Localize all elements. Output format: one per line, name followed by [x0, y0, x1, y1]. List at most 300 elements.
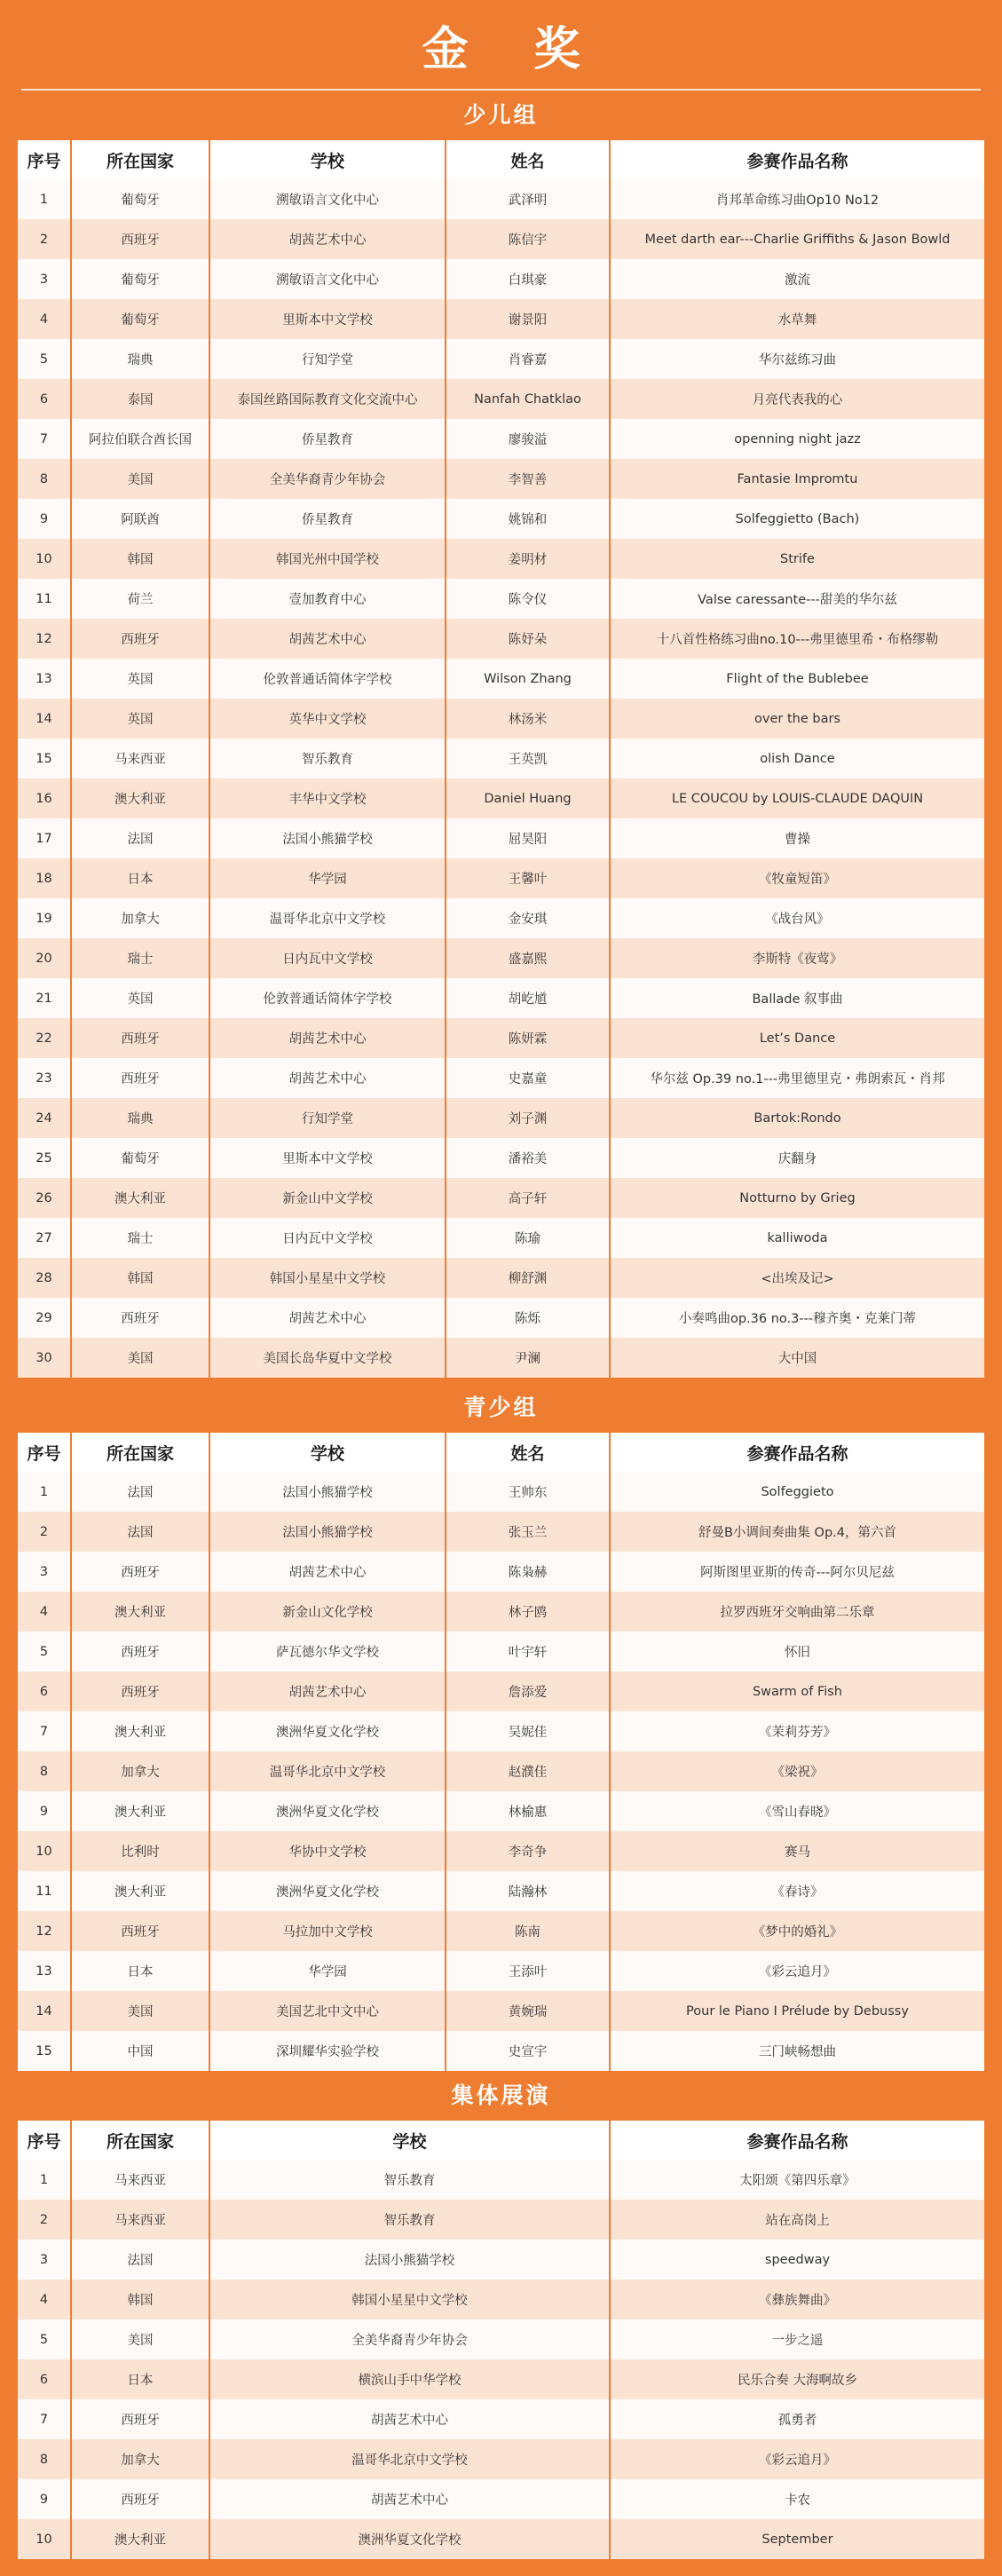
cell-country: 西班牙: [71, 619, 209, 659]
cell-school: 胡茜艺术中心: [209, 619, 446, 659]
table-row: [18, 1911, 984, 1951]
cell-name: 刘子渊: [446, 1098, 610, 1138]
cell-no: 11: [18, 579, 71, 619]
table-row: [18, 1871, 984, 1911]
cell-country: 法国: [71, 2240, 209, 2280]
cell-name: 王帅东: [446, 1472, 610, 1512]
cell-country: 加拿大: [71, 1751, 209, 1791]
table-row: [18, 299, 984, 339]
cell-school: 胡茜艺术中心: [209, 2479, 610, 2519]
table-row: [18, 1791, 984, 1831]
cell-school: 华协中文学校: [209, 1831, 446, 1871]
cell-work: Flight of the Bublebee: [610, 659, 984, 699]
cell-name: 王馨叶: [446, 858, 610, 898]
cell-country: 荷兰: [71, 579, 209, 619]
cell-name: 陆瀚林: [446, 1871, 610, 1911]
cell-no: 5: [18, 2319, 71, 2359]
cell-work: 激流: [610, 259, 984, 299]
cell-no: 22: [18, 1018, 71, 1058]
cell-work: Pour le Piano I Prélude by Debussy: [610, 1991, 984, 2031]
cell-school: 里斯本中文学校: [209, 299, 446, 339]
cell-school: 澳洲华夏文化学校: [209, 1871, 446, 1911]
cell-no: 8: [18, 2439, 71, 2479]
cell-school: 日内瓦中文学校: [209, 938, 446, 978]
cell-school: 日内瓦中文学校: [209, 1218, 446, 1258]
cell-country: 西班牙: [71, 219, 209, 259]
cell-name: 武泽明: [446, 179, 610, 219]
cell-country: 英国: [71, 978, 209, 1018]
cell-school: 胡茜艺术中心: [209, 1671, 446, 1711]
table-row: [18, 1951, 984, 1991]
cell-work: 肖邦革命练习曲Op10 No12: [610, 179, 984, 219]
cell-school: 澳洲华夏文化学校: [209, 1791, 446, 1831]
cell-country: 西班牙: [71, 1552, 209, 1592]
cell-school: 法国小熊猫学校: [209, 1472, 446, 1512]
table-row: [18, 1592, 984, 1632]
table-row: [18, 459, 984, 499]
cell-name: 赵濮佳: [446, 1751, 610, 1791]
header-country: 所在国家: [71, 1433, 209, 1472]
section-title-children: 少儿组: [463, 102, 539, 128]
cell-work: 《牧童短笛》: [610, 858, 984, 898]
cell-name: 李奇争: [446, 1831, 610, 1871]
cell-no: 7: [18, 2399, 71, 2439]
table-row: [18, 699, 984, 739]
cell-name: 史宣宇: [446, 2031, 610, 2071]
cell-work: Bartok:Rondo: [610, 1098, 984, 1138]
cell-school: 韩国光州中国学校: [209, 539, 446, 579]
section-title-group: 集体展演: [451, 2082, 551, 2108]
cell-school: 里斯本中文学校: [209, 1138, 446, 1178]
cell-name: 王添叶: [446, 1951, 610, 1991]
cell-name: Wilson Zhang: [446, 659, 610, 699]
table-row: [18, 938, 984, 978]
cell-work: olish Dance: [610, 739, 984, 778]
cell-work: 月亮代表我的心: [610, 379, 984, 419]
table-row: [18, 739, 984, 778]
cell-country: 英国: [71, 659, 209, 699]
cell-work: 拉罗西班牙交响曲第二乐章: [610, 1592, 984, 1632]
table-row: [18, 1632, 984, 1671]
table-row: [18, 1178, 984, 1218]
cell-no: 7: [18, 419, 71, 459]
table-row: [18, 579, 984, 619]
table-row: [18, 1751, 984, 1791]
cell-no: 10: [18, 539, 71, 579]
header-school: 学校: [209, 140, 446, 179]
cell-name: 陈烁: [446, 1298, 610, 1338]
cell-no: 26: [18, 1178, 71, 1218]
cell-work: 一步之遥: [610, 2319, 984, 2359]
cell-name: Nanfah Chatklao: [446, 379, 610, 419]
cell-work: Fantasie Impromtu: [610, 459, 984, 499]
cell-name: Daniel Huang: [446, 778, 610, 818]
cell-no: 1: [18, 1472, 71, 1512]
cell-school: 法国小熊猫学校: [209, 818, 446, 858]
cell-work: <出埃及记>: [610, 1258, 984, 1298]
cell-name: 陈信宇: [446, 219, 610, 259]
table-row: [18, 1831, 984, 1871]
cell-no: 17: [18, 818, 71, 858]
cell-no: 15: [18, 739, 71, 778]
cell-country: 瑞士: [71, 938, 209, 978]
cell-country: 西班牙: [71, 2399, 209, 2439]
cell-no: 4: [18, 1592, 71, 1632]
cell-country: 法国: [71, 818, 209, 858]
table-row: [18, 2399, 984, 2439]
cell-country: 中国: [71, 2031, 209, 2071]
cell-school: 行知学堂: [209, 1098, 446, 1138]
cell-work: Notturno by Grieg: [610, 1178, 984, 1218]
cell-name: 林子鸥: [446, 1592, 610, 1632]
cell-no: 10: [18, 2519, 71, 2559]
header-no: 序号: [18, 140, 71, 179]
cell-name: 廖骏溢: [446, 419, 610, 459]
cell-name: 白琪豪: [446, 259, 610, 299]
cell-school: 侨星教育: [209, 499, 446, 539]
children-table-body: [18, 179, 984, 1378]
cell-no: 29: [18, 1298, 71, 1338]
cell-country: 葡萄牙: [71, 1138, 209, 1178]
cell-country: 美国: [71, 1991, 209, 2031]
cell-work: 《雪山春晓》: [610, 1791, 984, 1831]
header-country: 所在国家: [71, 140, 209, 179]
cell-country: 澳大利亚: [71, 2519, 209, 2559]
header-no: 序号: [18, 1433, 71, 1472]
table-row: [18, 659, 984, 699]
table-row: [18, 1258, 984, 1298]
cell-school: 萨瓦德尔华文学校: [209, 1632, 446, 1671]
cell-work: LE COUCOU by LOUIS-CLAUDE DAQUIN: [610, 778, 984, 818]
cell-work: Ballade 叙事曲: [610, 978, 984, 1018]
header-school: 学校: [209, 1433, 446, 1472]
cell-name: 吴妮佳: [446, 1711, 610, 1751]
cell-work: 孤勇者: [610, 2399, 984, 2439]
cell-work: 站在高岗上: [610, 2200, 984, 2240]
table-row: [18, 2319, 984, 2359]
table-row: [18, 2200, 984, 2240]
cell-country: 瑞典: [71, 1098, 209, 1138]
cell-school: 胡茜艺术中心: [209, 219, 446, 259]
cell-no: 11: [18, 1871, 71, 1911]
cell-country: 澳大利亚: [71, 1178, 209, 1218]
table-row: [18, 2359, 984, 2399]
section-title-youth: 青少组: [463, 1395, 539, 1420]
cell-no: 12: [18, 619, 71, 659]
table-row: [18, 1138, 984, 1178]
cell-work: Solfeggieto: [610, 1472, 984, 1512]
page-title: 金 奖: [422, 22, 605, 76]
cell-no: 1: [18, 2160, 71, 2200]
cell-school: 澳洲华夏文化学校: [209, 2519, 610, 2559]
table-row: [18, 419, 984, 459]
cell-school: 美国艺北中文中心: [209, 1991, 446, 2031]
cell-work: 《茉莉芬芳》: [610, 1711, 984, 1751]
header-name: 姓名: [446, 140, 610, 179]
cell-work: Let’s Dance: [610, 1018, 984, 1058]
cell-no: 16: [18, 778, 71, 818]
cell-name: 柳舒渊: [446, 1258, 610, 1298]
cell-country: 阿拉伯联合酋长国: [71, 419, 209, 459]
cell-school: 韩国小星星中文学校: [209, 1258, 446, 1298]
cell-school: 智乐教育: [209, 2200, 610, 2240]
cell-name: 陈南: [446, 1911, 610, 1951]
cell-country: 葡萄牙: [71, 299, 209, 339]
cell-name: 盛嘉熙: [446, 938, 610, 978]
group-table: [18, 2121, 984, 2559]
cell-school: 澳洲华夏文化学校: [209, 1711, 446, 1751]
cell-country: 西班牙: [71, 1671, 209, 1711]
cell-country: 瑞典: [71, 339, 209, 379]
cell-no: 5: [18, 1632, 71, 1671]
cell-no: 14: [18, 699, 71, 739]
table-row: [18, 1018, 984, 1058]
table-row: [18, 1298, 984, 1338]
table-row: [18, 179, 984, 219]
cell-name: 陈瑜: [446, 1218, 610, 1258]
cell-no: 18: [18, 858, 71, 898]
cell-name: 屈昊阳: [446, 818, 610, 858]
cell-no: 4: [18, 2280, 71, 2319]
cell-school: 溯敏语言文化中心: [209, 259, 446, 299]
cell-name: 肖睿嘉: [446, 339, 610, 379]
table-header-row: [18, 140, 984, 179]
cell-school: 深圳耀华实验学校: [209, 2031, 446, 2071]
cell-work: Valse caressante---甜美的华尔兹: [610, 579, 984, 619]
cell-no: 4: [18, 299, 71, 339]
cell-country: 加拿大: [71, 898, 209, 938]
table-row: [18, 499, 984, 539]
header-country: 所在国家: [71, 2121, 209, 2160]
cell-work: 《春诗》: [610, 1871, 984, 1911]
table-row: [18, 219, 984, 259]
cell-no: 21: [18, 978, 71, 1018]
cell-country: 日本: [71, 1951, 209, 1991]
cell-school: 美国长岛华夏中文学校: [209, 1338, 446, 1378]
cell-name: 黄婉瑞: [446, 1991, 610, 2031]
cell-school: 温哥华北京中文学校: [209, 2439, 610, 2479]
cell-country: 美国: [71, 459, 209, 499]
cell-work: Solfeggietto (Bach): [610, 499, 984, 539]
cell-name: 尹澜: [446, 1338, 610, 1378]
cell-country: 韩国: [71, 1258, 209, 1298]
cell-name: 金安琪: [446, 898, 610, 938]
cell-work: 小奏鸣曲op.36 no.3---穆齐奥・克莱门蒂: [610, 1298, 984, 1338]
cell-work: 十八首性格练习曲no.10---弗里德里希・布格缪勒: [610, 619, 984, 659]
cell-school: 全美华裔青少年协会: [209, 2319, 610, 2359]
cell-country: 澳大利亚: [71, 1592, 209, 1632]
cell-work: 怀旧: [610, 1632, 984, 1671]
cell-no: 6: [18, 2359, 71, 2399]
table-row: [18, 1671, 984, 1711]
cell-school: 胡茜艺术中心: [209, 1058, 446, 1098]
table-row: [18, 619, 984, 659]
cell-country: 澳大利亚: [71, 1871, 209, 1911]
cell-no: 6: [18, 1671, 71, 1711]
cell-work: 大中国: [610, 1338, 984, 1378]
table-row: [18, 2519, 984, 2559]
cell-work: Swarm of Fish: [610, 1671, 984, 1711]
cell-work: 华尔兹练习曲: [610, 339, 984, 379]
table-row: [18, 1218, 984, 1258]
header-school: 学校: [209, 2121, 610, 2160]
cell-name: 张玉兰: [446, 1512, 610, 1552]
cell-country: 马来西亚: [71, 739, 209, 778]
cell-no: 5: [18, 339, 71, 379]
cell-work: 《彩云追月》: [610, 2439, 984, 2479]
cell-work: 华尔兹 Op.39 no.1---弗里德里克・弗朗索瓦・肖邦: [610, 1058, 984, 1098]
cell-country: 西班牙: [71, 1018, 209, 1058]
cell-work: speedway: [610, 2240, 984, 2280]
group-table-body: [18, 2160, 984, 2559]
cell-no: 2: [18, 2200, 71, 2240]
cell-name: 詹添爱: [446, 1671, 610, 1711]
youth-table-body: [18, 1472, 984, 2071]
cell-school: 壹加教育中心: [209, 579, 446, 619]
cell-school: 智乐教育: [209, 2160, 610, 2200]
cell-country: 泰国: [71, 379, 209, 419]
table-row: [18, 2031, 984, 2071]
table-row: [18, 379, 984, 419]
cell-school: 华学园: [209, 858, 446, 898]
table-row: [18, 2479, 984, 2519]
cell-no: 19: [18, 898, 71, 938]
cell-work: 曹操: [610, 818, 984, 858]
cell-name: 陈妍霖: [446, 1018, 610, 1058]
cell-name: 叶宇轩: [446, 1632, 610, 1671]
cell-country: 法国: [71, 1472, 209, 1512]
cell-work: 赛马: [610, 1831, 984, 1871]
cell-school: 溯敏语言文化中心: [209, 179, 446, 219]
cell-country: 法国: [71, 1512, 209, 1552]
table-row: [18, 2280, 984, 2319]
cell-country: 英国: [71, 699, 209, 739]
cell-work: 《战台风》: [610, 898, 984, 938]
cell-country: 比利时: [71, 1831, 209, 1871]
table-row: [18, 778, 984, 818]
cell-no: 3: [18, 2240, 71, 2280]
cell-school: 胡茜艺术中心: [209, 1552, 446, 1592]
table-header-row: [18, 1433, 984, 1472]
table-row: [18, 1338, 984, 1378]
cell-school: 行知学堂: [209, 339, 446, 379]
cell-work: 卡农: [610, 2479, 984, 2519]
cell-country: 澳大利亚: [71, 778, 209, 818]
cell-name: 史嘉童: [446, 1058, 610, 1098]
cell-country: 西班牙: [71, 1298, 209, 1338]
table-row: [18, 1058, 984, 1098]
cell-no: 15: [18, 2031, 71, 2071]
header-name: 姓名: [446, 1433, 610, 1472]
cell-country: 葡萄牙: [71, 179, 209, 219]
cell-name: 林榆惠: [446, 1791, 610, 1831]
cell-work: 《梁祝》: [610, 1751, 984, 1791]
cell-work: Strife: [610, 539, 984, 579]
table-row: [18, 1098, 984, 1138]
cell-no: 13: [18, 659, 71, 699]
cell-school: 全美华裔青少年协会: [209, 459, 446, 499]
cell-work: 水草舞: [610, 299, 984, 339]
table-row: [18, 818, 984, 858]
cell-school: 温哥华北京中文学校: [209, 898, 446, 938]
cell-name: 潘裕美: [446, 1138, 610, 1178]
header-no: 序号: [18, 2121, 71, 2160]
cell-no: 13: [18, 1951, 71, 1991]
cell-school: 胡茜艺术中心: [209, 2399, 610, 2439]
cell-name: 王英凯: [446, 739, 610, 778]
header-work: 参赛作品名称: [610, 1433, 984, 1472]
cell-school: 温哥华北京中文学校: [209, 1751, 446, 1791]
cell-school: 新金山中文学校: [209, 1178, 446, 1218]
cell-name: 姚锦和: [446, 499, 610, 539]
cell-no: 20: [18, 938, 71, 978]
cell-country: 瑞士: [71, 1218, 209, 1258]
cell-country: 韩国: [71, 539, 209, 579]
cell-school: 横滨山手中华学校: [209, 2359, 610, 2399]
cell-school: 韩国小星星中文学校: [209, 2280, 610, 2319]
cell-country: 西班牙: [71, 1632, 209, 1671]
table-header-row: [18, 2121, 984, 2160]
table-row: [18, 2439, 984, 2479]
cell-school: 胡茜艺术中心: [209, 1298, 446, 1338]
cell-no: 25: [18, 1138, 71, 1178]
cell-no: 3: [18, 259, 71, 299]
cell-no: 9: [18, 499, 71, 539]
header-work: 参赛作品名称: [610, 140, 984, 179]
cell-work: 《彩云追月》: [610, 1951, 984, 1991]
cell-no: 23: [18, 1058, 71, 1098]
cell-no: 24: [18, 1098, 71, 1138]
cell-country: 马来西亚: [71, 2160, 209, 2200]
cell-work: 庆翻身: [610, 1138, 984, 1178]
cell-work: over the bars: [610, 699, 984, 739]
header-work: 参赛作品名称: [610, 2121, 984, 2160]
table-row: [18, 339, 984, 379]
cell-work: 《梦中的婚礼》: [610, 1911, 984, 1951]
cell-no: 8: [18, 1751, 71, 1791]
cell-name: 高子轩: [446, 1178, 610, 1218]
cell-school: 法国小熊猫学校: [209, 2240, 610, 2280]
cell-country: 美国: [71, 1338, 209, 1378]
cell-country: 阿联酋: [71, 499, 209, 539]
cell-name: 陈妤朵: [446, 619, 610, 659]
table-row: [18, 1991, 984, 2031]
cell-no: 9: [18, 1791, 71, 1831]
cell-school: 丰华中文学校: [209, 778, 446, 818]
cell-no: 2: [18, 219, 71, 259]
cell-country: 韩国: [71, 2280, 209, 2319]
cell-school: 智乐教育: [209, 739, 446, 778]
cell-work: 太阳颂《第四乐章》: [610, 2160, 984, 2200]
cell-work: 《彝族舞曲》: [610, 2280, 984, 2319]
cell-country: 葡萄牙: [71, 259, 209, 299]
table-row: [18, 1711, 984, 1751]
cell-school: 胡茜艺术中心: [209, 1018, 446, 1058]
table-row: [18, 1472, 984, 1512]
cell-school: 侨星教育: [209, 419, 446, 459]
cell-name: 胡屹馗: [446, 978, 610, 1018]
cell-school: 马拉加中文学校: [209, 1911, 446, 1951]
cell-no: 12: [18, 1911, 71, 1951]
cell-no: 2: [18, 1512, 71, 1552]
cell-work: Meet darth ear---Charlie Griffiths & Jason Bowld: [610, 219, 984, 259]
cell-no: 28: [18, 1258, 71, 1298]
cell-school: 伦敦普通话简体字学校: [209, 659, 446, 699]
table-row: [18, 539, 984, 579]
cell-country: 西班牙: [71, 1058, 209, 1098]
cell-name: 姜明材: [446, 539, 610, 579]
youth-table: [18, 1433, 984, 2071]
